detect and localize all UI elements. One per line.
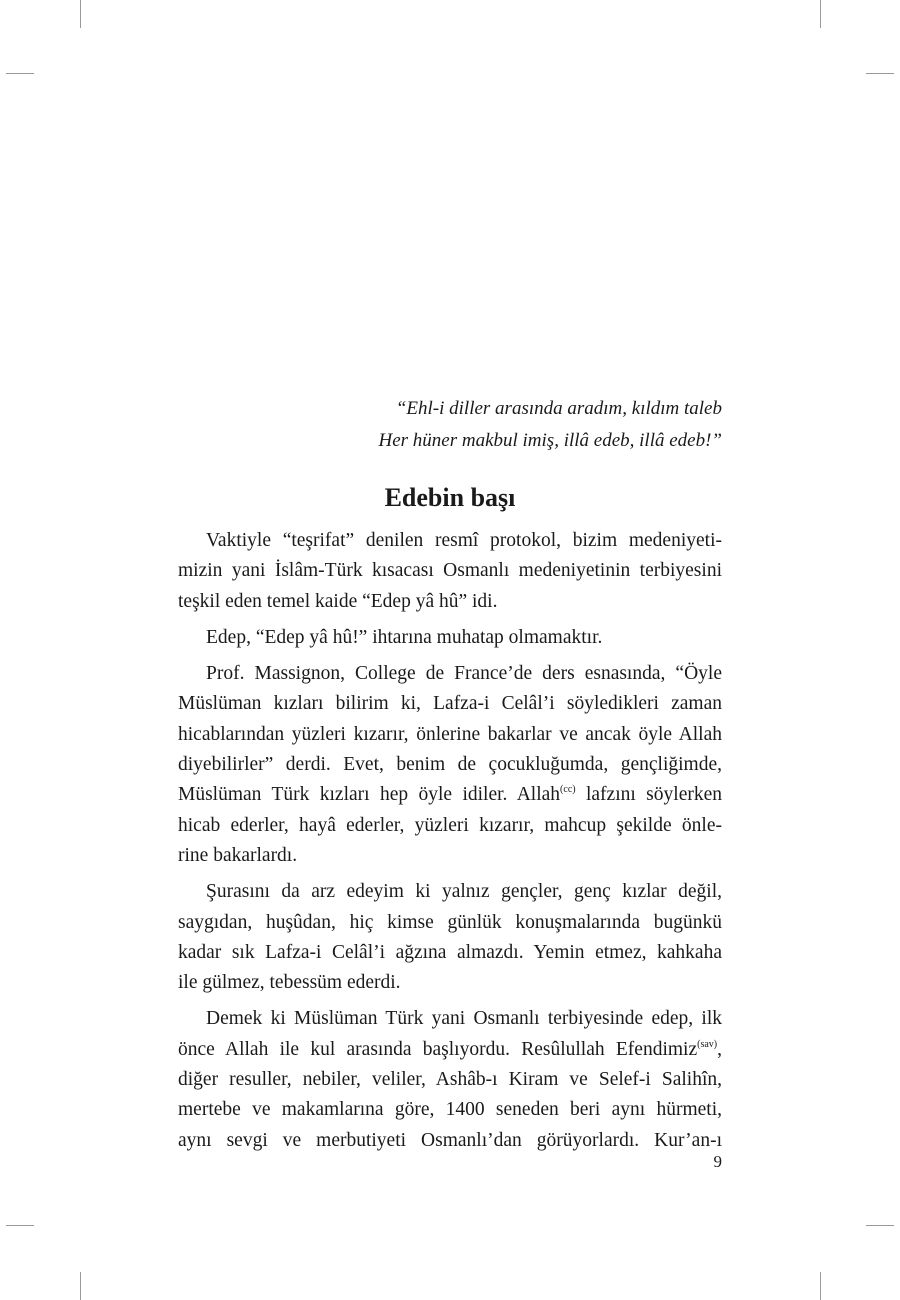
text-segment: önce Allah ile kul arasında başlıyordu. Resûlullah Efendimiz: [178, 1038, 698, 1060]
text-line: Demek ki Müslüman Türk yani Osmanlı terbiyesinde edep, ilk: [206, 1008, 722, 1030]
text-segment: Müslüman Türk kızları hep öyle idiler. Allah: [178, 784, 561, 806]
epigraph-line-1: “Ehl-i diller arasında aradım, kıldım taleb: [395, 398, 722, 419]
crop-mark-bottom-left: [80, 1272, 81, 1300]
text-line: rine bakarlardı.: [178, 844, 298, 866]
text-line: Şurasını da arz edeyim ki yalnız gençler, genç kızlar değil,: [206, 881, 722, 903]
text-line: Edep, “Edep yâ hû!” ihtarına muhatap olmamaktır.: [206, 626, 603, 648]
text-line: diğer resuller, nebiler, veliler, Ashâb-ı Kiram ve Selef-i Salihîn,: [178, 1069, 722, 1091]
text-line: [178, 780, 722, 810]
crop-mark-top-right: [820, 0, 821, 28]
text-line: mizin yani İslâm-Türk kısacası Osmanlı medeniyetinin terbiyesini: [178, 560, 722, 582]
text-line: kadar sık Lafza-i Celâl’i ağzına almazdı. Yemin etmez, kahkaha: [178, 941, 722, 963]
paragraph-4: [178, 877, 722, 998]
crop-mark-top-left: [80, 0, 81, 28]
text-line: hicab ederler, hayâ ederler, yüzleri kızarır, mahcup şekilde önle-: [178, 814, 722, 836]
crop-mark-right-bottom: [866, 1225, 894, 1226]
text-line: Müslüman kızları bilirim ki, Lafza-i Celâl’i söyledikleri zaman: [178, 693, 722, 715]
paragraph-2: [178, 623, 722, 653]
epigraph: [330, 393, 722, 457]
chapter-title: Edebin başı: [384, 483, 516, 512]
paragraph-1: [178, 526, 722, 617]
paragraph-3: [178, 659, 722, 871]
text-line: aynı sevgi ve merbutiyeti Osmanlı’dan görüyorlardı. Kur’an-ı: [178, 1129, 722, 1151]
text-line: Vaktiyle “teşrifat” denilen resmî protokol, bizim medeniyeti-: [206, 530, 722, 551]
text-line: [178, 1035, 722, 1065]
crop-mark-left-top: [6, 73, 34, 74]
paragraph-5: [178, 1004, 722, 1155]
text-segment: lafzını söylerken: [575, 784, 722, 806]
text-line: teşkil eden temel kaide “Edep yâ hû” idi.: [178, 590, 498, 612]
text-line: diyebilirler” derdi. Evet, benim de çocukluğumda, gençliğimde,: [178, 754, 722, 776]
text-line: ile gülmez, tebessüm ederdi.: [178, 972, 401, 994]
honorific-superscript: (sav): [697, 1038, 718, 1050]
epigraph-line-2: Her hüner makbul imiş, illâ edeb, illâ edeb!”: [378, 430, 722, 451]
text-line: Prof. Massignon, College de France’de ders esnasında, “Öyle: [206, 663, 722, 685]
crop-mark-bottom-right: [820, 1272, 821, 1300]
crop-mark-right-top: [866, 73, 894, 74]
crop-mark-left-bottom: [6, 1225, 34, 1226]
text-line: hicablarından yüzleri kızarır, önlerine bakarlar ve ancak öyle Allah: [178, 723, 722, 745]
honorific-superscript: (cc): [560, 784, 576, 796]
text-line: mertebe ve makamlarına göre, 1400 seneden beri aynı hürmeti,: [178, 1099, 722, 1121]
text-line: saygıdan, huşûdan, hiç kimse günlük konuşmalarında bugünkü: [178, 911, 722, 933]
text-segment: ,: [717, 1038, 722, 1060]
body-text: [178, 526, 722, 1162]
page-number: 9: [713, 1152, 722, 1171]
